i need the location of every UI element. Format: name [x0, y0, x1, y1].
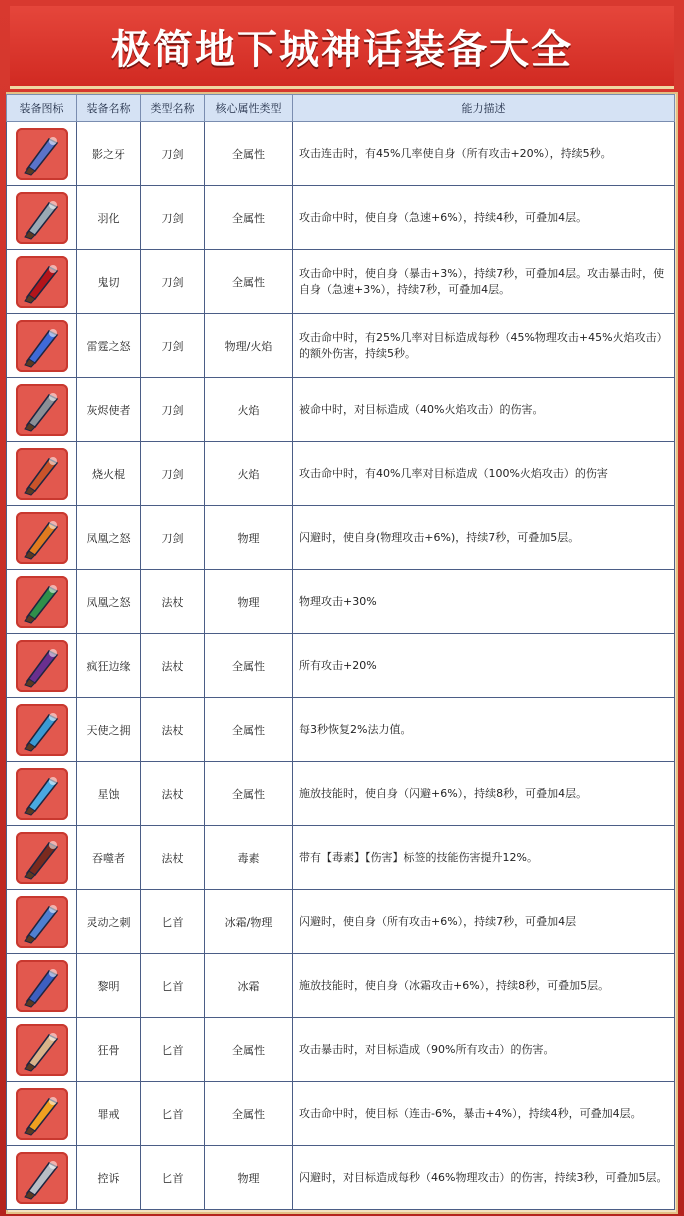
core-attribute: 物理: [205, 570, 293, 634]
ability-description: 物理攻击+30%: [293, 570, 675, 634]
equipment-icon-cell: [7, 634, 77, 698]
equipment-icon-cell: [7, 442, 77, 506]
purple-crystal-staff-icon: [16, 640, 68, 692]
equipment-icon-cell: [7, 1146, 77, 1210]
ability-description: 被命中时，对目标造成（40%火焰攻击）的伤害。: [293, 378, 675, 442]
equipment-icon-cell: [7, 378, 77, 442]
ability-description: 闪避时，对目标造成每秒（46%物理攻击）的伤害，持续3秒，可叠加5层。: [293, 1146, 675, 1210]
table-row: [7, 378, 675, 442]
dawn-dagger-icon: [16, 960, 68, 1012]
equipment-table: [6, 94, 675, 1210]
ability-description: 带有【毒素】【伤害】标签的技能伤害提升12%。: [293, 826, 675, 890]
spirit-dagger-icon: [16, 896, 68, 948]
table-row: [7, 1082, 675, 1146]
silver-spear-dagger-icon: [16, 1152, 68, 1204]
table-row: [7, 186, 675, 250]
equipment-type: 匕首: [141, 890, 205, 954]
equipment-name: 控诉: [77, 1146, 141, 1210]
equipment-name: 雷霆之怒: [77, 314, 141, 378]
ability-description: 施放技能时，使自身（冰霜攻击+6%），持续8秒，可叠加5层。: [293, 954, 675, 1018]
equipment-name: 天使之拥: [77, 698, 141, 762]
core-attribute: 冰霜/物理: [205, 890, 293, 954]
table-row: [7, 570, 675, 634]
equipment-name: 影之牙: [77, 122, 141, 186]
header-type: 类型名称: [141, 95, 205, 122]
equipment-icon-cell: [7, 954, 77, 1018]
header-description: 能力描述: [293, 95, 675, 122]
equipment-name: 罪戒: [77, 1082, 141, 1146]
core-attribute: 全属性: [205, 186, 293, 250]
table-row: [7, 122, 675, 186]
equipment-name: 吞噬者: [77, 826, 141, 890]
equipment-type: 法杖: [141, 634, 205, 698]
fire-staff-icon: [16, 448, 68, 500]
header-name: 装备名称: [77, 95, 141, 122]
red-demon-blade-icon: [16, 256, 68, 308]
ability-description: 所有攻击+20%: [293, 634, 675, 698]
equipment-type: 匕首: [141, 954, 205, 1018]
equipment-type: 刀剑: [141, 442, 205, 506]
equipment-name: 烧火棍: [77, 442, 141, 506]
ability-description: 闪避时，使自身(物理攻击+6%)，持续7秒，可叠加5层。: [293, 506, 675, 570]
table-row: [7, 250, 675, 314]
table-row: [7, 1146, 675, 1210]
equipment-icon-cell: [7, 1018, 77, 1082]
equipment-name: 凤凰之怒: [77, 570, 141, 634]
equipment-type: 法杖: [141, 762, 205, 826]
table-row: [7, 442, 675, 506]
header-icon: 装备图标: [7, 95, 77, 122]
ability-description: 闪避时，使自身（所有攻击+6%），持续7秒，可叠加4层: [293, 890, 675, 954]
equipment-icon-cell: [7, 186, 77, 250]
core-attribute: 全属性: [205, 1082, 293, 1146]
equipment-type: 法杖: [141, 570, 205, 634]
core-attribute: 物理/火焰: [205, 314, 293, 378]
core-attribute: 全属性: [205, 762, 293, 826]
equipment-name: 羽化: [77, 186, 141, 250]
equipment-type: 匕首: [141, 1018, 205, 1082]
table-row: [7, 890, 675, 954]
table-row: [7, 826, 675, 890]
equipment-name: 灰烬使者: [77, 378, 141, 442]
equipment-type: 刀剑: [141, 186, 205, 250]
table-row: [7, 762, 675, 826]
table-row: [7, 314, 675, 378]
header-attribute: 核心属性类型: [205, 95, 293, 122]
equipment-icon-cell: [7, 506, 77, 570]
table-row: [7, 698, 675, 762]
ability-description: 攻击命中时，有40%几率对目标造成（100%火焰攻击）的伤害: [293, 442, 675, 506]
equipment-icon-cell: [7, 890, 77, 954]
equipment-icon-cell: [7, 250, 77, 314]
equipment-type: 匕首: [141, 1146, 205, 1210]
blue-fang-sword-icon: [16, 128, 68, 180]
ability-description: 每3秒恢复2%法力值。: [293, 698, 675, 762]
angel-wing-staff-icon: [16, 704, 68, 756]
star-orb-staff-icon: [16, 768, 68, 820]
green-dragon-staff-icon: [16, 576, 68, 628]
thunder-sword-icon: [16, 320, 68, 372]
ability-description: 攻击命中时，使目标（连击-6%，暴击+4%），持续4秒，可叠加4层。: [293, 1082, 675, 1146]
core-attribute: 全属性: [205, 1018, 293, 1082]
equipment-type: 刀剑: [141, 314, 205, 378]
equipment-icon-cell: [7, 1082, 77, 1146]
devourer-staff-icon: [16, 832, 68, 884]
equipment-name: 疯狂边缘: [77, 634, 141, 698]
equipment-name: 星蚀: [77, 762, 141, 826]
equipment-type: 刀剑: [141, 506, 205, 570]
feather-sword-icon: [16, 192, 68, 244]
equipment-icon-cell: [7, 698, 77, 762]
ability-description: 攻击暴击时，对目标造成（90%所有攻击）的伤害。: [293, 1018, 675, 1082]
equipment-type: 刀剑: [141, 122, 205, 186]
equipment-type: 刀剑: [141, 378, 205, 442]
core-attribute: 全属性: [205, 122, 293, 186]
table-row: [7, 1018, 675, 1082]
equipment-type: 法杖: [141, 826, 205, 890]
equipment-icon-cell: [7, 762, 77, 826]
table-header-row: [7, 95, 675, 122]
equipment-name: 凤凰之怒: [77, 506, 141, 570]
ash-axe-icon: [16, 384, 68, 436]
core-attribute: 全属性: [205, 250, 293, 314]
table-row: [7, 634, 675, 698]
equipment-type: 匕首: [141, 1082, 205, 1146]
equipment-icon-cell: [7, 122, 77, 186]
ability-description: 攻击连击时，有45%几率使自身（所有攻击+20%），持续5秒。: [293, 122, 675, 186]
core-attribute: 火焰: [205, 378, 293, 442]
core-attribute: 物理: [205, 1146, 293, 1210]
bone-blade-icon: [16, 1024, 68, 1076]
table-row: [7, 506, 675, 570]
core-attribute: 全属性: [205, 698, 293, 762]
equipment-icon-cell: [7, 314, 77, 378]
ability-description: 攻击命中时，使自身（暴击+3%），持续7秒，可叠加4层。攻击暴击时，使自身（急速+3%），持续7秒，可叠加4层。: [293, 250, 675, 314]
core-attribute: 冰霜: [205, 954, 293, 1018]
phoenix-blade-icon: [16, 512, 68, 564]
equipment-name: 狂骨: [77, 1018, 141, 1082]
flame-dagger-icon: [16, 1088, 68, 1140]
ability-description: 攻击命中时，使自身（急速+6%），持续4秒，可叠加4层。: [293, 186, 675, 250]
equipment-name: 黎明: [77, 954, 141, 1018]
core-attribute: 毒素: [205, 826, 293, 890]
core-attribute: 全属性: [205, 634, 293, 698]
equipment-type: 法杖: [141, 698, 205, 762]
ability-description: 攻击命中时，有25%几率对目标造成每秒（45%物理攻击+45%火焰攻击）的额外伤害，持续5秒。: [293, 314, 675, 378]
equipment-icon-cell: [7, 826, 77, 890]
equipment-icon-cell: [7, 570, 77, 634]
core-attribute: 火焰: [205, 442, 293, 506]
table-row: [7, 954, 675, 1018]
equipment-type: 刀剑: [141, 250, 205, 314]
core-attribute: 物理: [205, 506, 293, 570]
ability-description: 施放技能时，使自身（闪避+6%），持续8秒，可叠加4层。: [293, 762, 675, 826]
page-title: 极简地下城神话装备大全: [10, 6, 674, 89]
equipment-name: 灵动之刺: [77, 890, 141, 954]
equipment-name: 鬼切: [77, 250, 141, 314]
